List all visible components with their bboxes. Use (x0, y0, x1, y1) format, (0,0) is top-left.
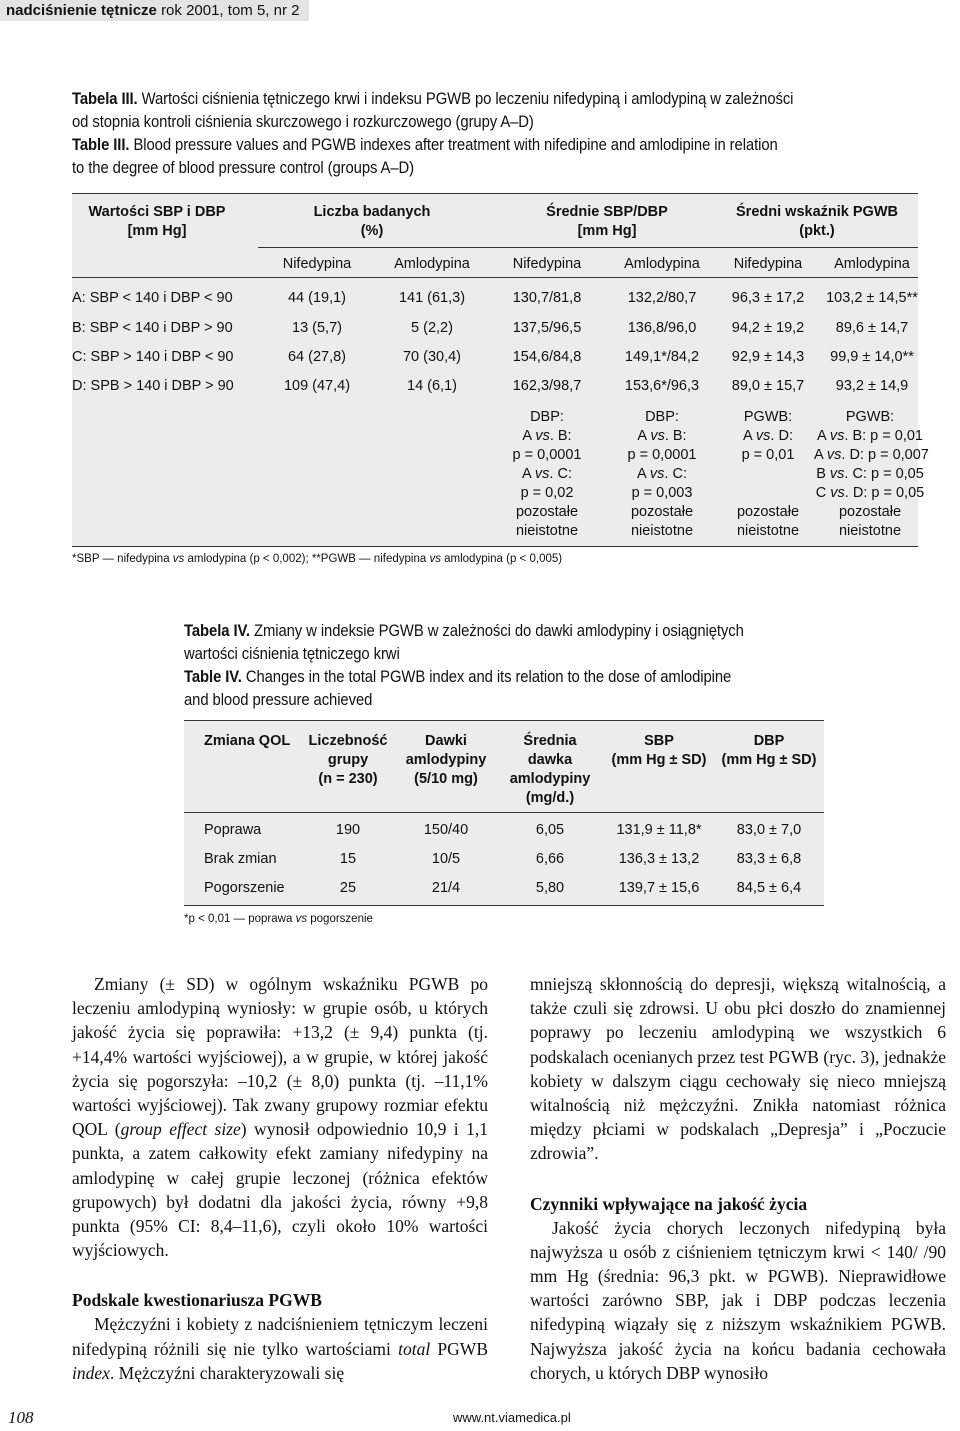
table3: Wartości SBP i DBP [mm Hg] Liczba badanych (%) Średnie SBP/DBP [mm Hg] Średni wskaźnik PGWB (pkt.) Nifedypina Amlodypina Nifedypina Amlodypina Nifedypina Amlodypina A: SBP < 140 i DBP < 90 44 (19,1) 141 (61,3) 130,7/81,8 132,2/80,7 96,3 ± 17,2 103,2 ± 14,5** B: SBP < 140 i DBP > 90 13 (5,7) 5 (2,2) 137,5/96,5 136,8/96,0 94,2 ± 19,2 89,6 ± 14,7 C: SBP > 140 i DBP < 90 64 (27,8) 70 (30,4) 154,6/84,8 149,1*/84,2 92,9 ± 14,3 99,9 ± 14,0** D: SPB > 140 i DBP > 90 109 (47,4) 14 (6,1) 162,3/98,7 153,6*/96,3 89,0 ± 15,7 93,2 ± 14,9 DBP: A vs. B: p = 0,0001 A vs. C: p = 0,02 pozostałe nieistotne DBP: A vs. B: p = 0,0001 A vs. C: p = 0,003 pozostałe nieistotne PGWB: A vs. D: p = 0,01 pozostałe nieistotne PGWB: A vs. B: p = 0,01 A vs. D: p = 0,007 B vs. C: p = 0,05 C vs. D: p = 0,05 pozostałe nieistotne (72, 193, 918, 547)
page-number: 108 (8, 1408, 34, 1427)
body-right-paragraph-1: mniejszą skłonnością do depresji, większą witalnością, a także czuli się zdrowsi. U obu płci doszło do znamiennej poprawy po leczeniu amlodypiną we wszystkich 6 podskalach ocenianych przez test PGWB (ryc. 3), jednakże kobiety w dalszym ciągu cechowały się nieco mniejszą witalnością niż mężczyźni. Znikła natomiast różnica między płciami w podskalach „Depresja” i „Poczucie zdrowia”. (530, 974, 946, 1164)
table3-bottom-rule (72, 546, 918, 547)
table4-caption (184, 620, 805, 712)
table3-caption-en-line2: to the degree of blood pressure control (groups A–D) (72, 159, 415, 177)
section-heading-qol-factors: Czynniki wpływające na jakość życia (530, 1193, 808, 1214)
table3-top-rule (72, 193, 918, 194)
table3-subheader: Nifedypina (282, 256, 352, 272)
table3-subheader-rule (72, 277, 918, 278)
table3-stats-sbp-dbp-nifedipine: DBP: A vs. B: p = 0,0001 A vs. C: p = 0,02 pozostałe nieistotne (512, 409, 582, 539)
table3-caption-pl-line1: Wartości ciśnienia tętniczego krwi i indeksu PGWB po leczeniu nifedypiną i amlodypiną w zależności (141, 90, 794, 108)
table3-subheader: Nifedypina (733, 256, 803, 272)
table4-header-group-size: Liczebność grupy (n = 230) (308, 733, 388, 787)
table3-stats-pgwb-amlodipine: PGWB: A vs. B: p = 0,01 A vs. D: p = 0,007 B vs. C: p = 0,05 C vs. D: p = 0,05 pozostałe nieistotne (814, 409, 929, 539)
table4-caption-pl-line1: Zmiany w indeksie PGWB w zależności do dawki amlodypiny i osiągniętych (254, 622, 744, 640)
body-left-paragraph-1: Zmiany (± SD) w ogólnym wskaźniku PGWB po leczeniu amlodypiną wyniosły: w grupie osób, u których jakość życia się poprawiła: +13,2 (± 9,4) punkta (tj. +14,4% wartości wyjściowej), a w grupie, w której jakość życia się pogorszyła: –10,2 (± 8,0) punkta (tj. –11,1% wartości wyjściowej). Tak zwany grupowy rozmiar efektu QOL (group effect size) wynosił odpowiednio 10,9 i 1,1 punkta, a zatem całkowity efekt zamiany nifedypiny na amlodypinę w całej grupie leczonej (różnica efektów grupowych) był dodatni dla jakości życia, równy +9,8 punkta (95% CI: 8,4–11,6), czyli około 10% wartości wyjściowych. (72, 974, 488, 1261)
table4-footnote: *p < 0,01 — poprawa vs pogorszenie (184, 913, 373, 925)
table4: Zmiana QOL Liczebność grupy (n = 230) Dawki amlodypiny (5/10 mg) Średnia dawka amlodypiny (mg/d.) SBP (mm Hg ± SD) DBP (mm Hg ± SD) Poprawa 190 150/40 6,05 131,9 ± 11,8* 83,0 ± 7,0 Brak zmian 15 10/5 6,66 136,3 ± 13,2 83,3 ± 6,8 Pogorszenie 25 21/4 5,80 139,7 ± 15,6 84,5 ± 6,4 (184, 720, 824, 906)
table4-label-pl: Tabela IV. (184, 622, 250, 640)
table3-stats-sbp-dbp-amlodipine: DBP: A vs. B: p = 0,0001 A vs. C: p = 0,003 pozostałe nieistotne (627, 409, 697, 539)
row-label: B: SBP < 140 i DBP > 90 (72, 320, 233, 336)
row-label: D: SPB > 140 i DBP > 90 (72, 378, 234, 394)
table4-header-mean-dose: Średnia dawka amlodypiny (mg/d.) (509, 733, 591, 806)
table4-top-rule (184, 720, 824, 721)
table3-stats-pgwb-nifedipine: PGWB: A vs. D: p = 0,01 pozostałe nieistotne (736, 409, 800, 539)
footer-website: www.nt.viamedica.pl (453, 1410, 571, 1425)
table4-header-qol: Zmiana QOL (204, 733, 291, 749)
body-left-paragraph-2: Mężczyźni i kobiety z nadciśnieniem tętniczym leczeni nifedypiną różnili się nie tylko wartościami total PGWB index. Mężczyźni charakteryzowali się (72, 1314, 488, 1383)
table3-header-count: Liczba badanych (%) (313, 204, 431, 239)
table3-subheader: Amlodypina (624, 256, 700, 272)
table3-footnote: *SBP — nifedypina vs amlodypina (p < 0,002); **PGWB — nifedypina vs amlodypina (p < 0,005) (72, 553, 563, 565)
table3-header-mean-bp: Średnie SBP/DBP [mm Hg] (546, 204, 668, 239)
body-right-column (530, 972, 946, 1385)
table4-bottom-rule (184, 905, 824, 906)
table4-label-en: Table IV. (184, 668, 242, 686)
journal-title: nadciśnienie tętnicze (6, 2, 157, 19)
table3-header-values: Wartości SBP i DBP [mm Hg] (88, 204, 226, 239)
row-label: A: SBP < 140 i DBP < 90 (72, 290, 233, 306)
table3-subheader: Amlodypina (394, 256, 470, 272)
table3-header-rule (258, 247, 918, 248)
table3-label-pl: Tabela III. (72, 90, 138, 108)
table3-subheader: Nifedypina (512, 256, 582, 272)
table4-caption-en-line2: and blood pressure achieved (184, 691, 373, 709)
table3-label-en: Table III. (72, 136, 130, 154)
table4-header-doses: Dawki amlodypiny (5/10 mg) (405, 733, 487, 787)
row-label: C: SBP > 140 i DBP < 90 (72, 349, 234, 365)
table3-caption-en-line1: Blood pressure values and PGWB indexes after treatment with nifedipine and amlodipine in relation (133, 136, 778, 154)
body-right-paragraph-2: Jakość życia chorych leczonych nifedypiną była najwyższa u osób z ciśnieniem tętniczym krwi < 140/ /90 mm Hg (średnia: 96,3 pkt. w PGWB). Nieprawidłowe wartości zarówno SBP, jak i DBP podczas leczenia nifedypiną wiązały się z niższym wskaźnikiem PGWB. Najwyższa jakość życia na końcu badania cechowała chorych, u których DBP wynosiło (530, 1217, 946, 1383)
table4-caption-pl-line2: wartości ciśnienia tętniczego krwi (184, 645, 400, 663)
journal-issue: rok 2001, tom 5, nr 2 (161, 2, 300, 19)
table3-subheader: Amlodypina (834, 256, 910, 272)
section-heading-pgwb-subscales: Podskale kwestionariusza PGWB (72, 1290, 322, 1311)
table3-header-mean-pgwb: Średni wskaźnik PGWB (pkt.) (736, 204, 898, 239)
table3-caption-pl-line2: od stopnia kontroli ciśnienia skurczowego i rozkurczowego (grupy A–D) (72, 113, 534, 131)
body-left-column (72, 972, 488, 1385)
table4-caption-en-line1: Changes in the total PGWB index and its relation to the dose of amlodipine (245, 668, 732, 686)
table3-caption (72, 88, 918, 180)
table4-header-sbp: SBP (mm Hg ± SD) (611, 733, 707, 768)
table4-header-rule (184, 812, 824, 813)
table4-header-dbp: DBP (mm Hg ± SD) (721, 733, 817, 768)
journal-header (0, 0, 309, 21)
